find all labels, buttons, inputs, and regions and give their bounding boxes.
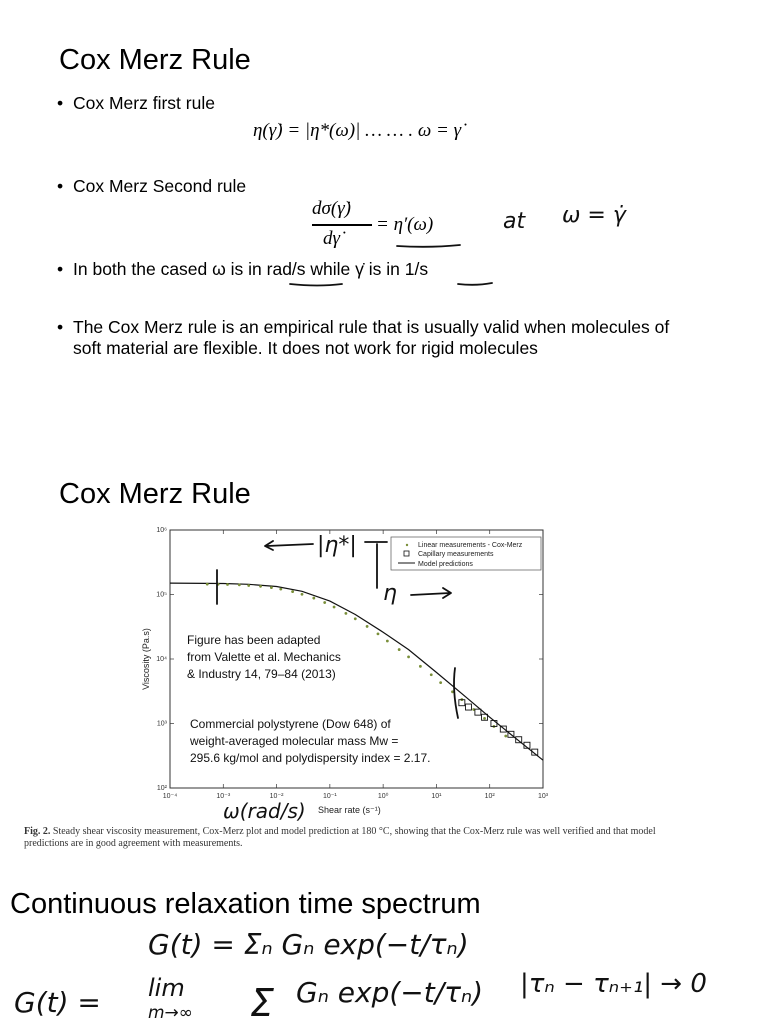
linear-measurement-point bbox=[386, 640, 389, 643]
bullet-first-rule: • Cox Merz first rule bbox=[57, 93, 215, 113]
linear-measurement-point bbox=[439, 681, 442, 684]
note-line: Commercial polystyrene (Dow 648) of bbox=[190, 717, 391, 731]
hand-lim: lim bbox=[148, 974, 185, 1002]
equation-first-rule: η(γ̇) = |η*(ω)| … … . ω = γ̇ bbox=[253, 120, 462, 141]
legend-label-model: Model predictions bbox=[418, 561, 473, 568]
figure-material-note bbox=[190, 716, 430, 767]
x-tick-label: 10⁻³ bbox=[216, 793, 231, 800]
y-tick-label: 10⁶ bbox=[156, 527, 167, 534]
slide3-title: Continuous relaxation time spectrum bbox=[10, 888, 481, 920]
hand-tick-shear bbox=[454, 668, 458, 718]
legend-label-capillary: Capillary measurements bbox=[418, 551, 494, 558]
hand-omega-units: ω(rad/s) bbox=[223, 799, 306, 823]
linear-measurement-point bbox=[301, 593, 304, 596]
figure-source-note bbox=[187, 632, 341, 683]
y-tick-label: 10³ bbox=[156, 720, 167, 728]
hand-omega-cond: ω = γ̇ bbox=[562, 203, 626, 228]
legend-label-linear: Linear measurements - Cox-Merz bbox=[418, 542, 523, 549]
y-axis-label: Viscosity (Pa.s) bbox=[141, 628, 151, 690]
linear-measurement-point bbox=[323, 601, 326, 604]
linear-measurement-point bbox=[333, 606, 336, 609]
equation-second-rule-numerator: dσ(γ̇) bbox=[312, 198, 352, 219]
linear-measurement-point bbox=[344, 612, 347, 615]
equation-second-rule-denominator: dγ̇ bbox=[323, 228, 340, 249]
underline-eta-prime bbox=[397, 245, 460, 247]
bullet-second-rule: • Cox Merz Second rule bbox=[57, 176, 247, 196]
legend-dot-marker bbox=[406, 544, 408, 546]
bullet-text: The Cox Merz rule is an empirical rule that is usually valid when molecules of soft material are flexible. It does not work for rigid molecules bbox=[73, 317, 670, 358]
linear-measurement-point bbox=[504, 735, 507, 738]
caption-text: Steady shear viscosity measurement, Cox-Merz plot and model prediction at 180 °C, showing that the Cox-Merz rule was well verified and that model predictions are in good agreement with measurements. bbox=[24, 826, 656, 849]
linear-measurement-point bbox=[279, 588, 282, 591]
hand-eq-continuous-rhs: Gₙ exp(−t/τₙ) bbox=[296, 976, 484, 1009]
linear-measurement-point bbox=[312, 597, 315, 600]
equation-second-rule-rhs: = η′(ω) bbox=[376, 214, 434, 235]
linear-measurement-point bbox=[259, 585, 262, 588]
linear-measurement-point bbox=[419, 665, 422, 668]
linear-measurement-point bbox=[206, 583, 209, 586]
x-tick-label: 10⁻¹ bbox=[322, 793, 337, 800]
linear-measurement-point bbox=[247, 584, 250, 587]
linear-measurement-point bbox=[398, 648, 401, 651]
hand-at: at bbox=[503, 209, 526, 234]
legend bbox=[391, 537, 541, 570]
hand-arrow-eta bbox=[411, 588, 451, 598]
x-axis-label: Shear rate (s⁻¹) bbox=[318, 805, 381, 815]
hand-eta-star: |η*| bbox=[317, 533, 357, 558]
slide2-title: Cox Merz Rule bbox=[59, 478, 251, 510]
figure-caption bbox=[24, 826, 674, 850]
capillary-measurement-point bbox=[475, 709, 481, 715]
linear-measurement-point bbox=[354, 617, 357, 620]
hand-condition: |τₙ − τₙ₊₁| → 0 bbox=[520, 969, 707, 999]
slide1-title: Cox Merz Rule bbox=[59, 44, 251, 76]
linear-measurement-point bbox=[377, 632, 380, 635]
capillary-measurement-point bbox=[466, 704, 472, 710]
hand-eq-discrete: G(t) = Σₙ Gₙ exp(−t/τₙ) bbox=[148, 928, 469, 961]
y-tick-label: 10⁴ bbox=[156, 656, 167, 663]
hand-lim-sub: m→∞ bbox=[148, 1003, 193, 1023]
slide1-handwriting bbox=[0, 0, 768, 300]
underline-rad-s bbox=[290, 284, 342, 286]
hand-eta: η bbox=[383, 581, 397, 606]
linear-measurement-point bbox=[407, 655, 410, 658]
x-tick-label: 10² bbox=[484, 793, 495, 800]
hand-eq-continuous-lhs: G(t) = bbox=[14, 986, 101, 1019]
x-tick-label: 10⁰ bbox=[377, 793, 389, 800]
note-line: weight-averaged molecular mass Mw = bbox=[190, 734, 399, 748]
slide3-handwriting bbox=[0, 914, 768, 1024]
x-tick-label: 10⁻⁴ bbox=[162, 793, 178, 800]
linear-measurement-point bbox=[226, 583, 229, 586]
caption-label: Fig. 2. bbox=[24, 826, 51, 837]
x-tick-label: 10⁻² bbox=[269, 793, 284, 800]
y-tick-label: 10⁵ bbox=[156, 591, 167, 599]
linear-measurement-point bbox=[238, 583, 241, 586]
linear-measurement-point bbox=[366, 625, 369, 628]
y-tick-label: 10² bbox=[156, 785, 167, 792]
linear-measurement-point bbox=[430, 673, 433, 676]
note-line: from Valette et al. Mechanics bbox=[187, 650, 341, 664]
bullet-text: Cox Merz Second rule bbox=[73, 176, 247, 196]
bullet-text: Cox Merz first rule bbox=[73, 93, 215, 113]
bullet-text: In both the cased ω is in rad/s while γ̇ is in 1/s bbox=[73, 259, 429, 279]
note-line: 295.6 kg/mol and polydispersity index = 2.17. bbox=[190, 751, 431, 765]
note-line: Figure has been adapted bbox=[187, 633, 321, 647]
x-tick-label: 10³ bbox=[537, 793, 549, 800]
bullet-units: • In both the cased ω is in rad/s while γ̇ is in 1/s bbox=[57, 259, 429, 279]
linear-measurement-point bbox=[291, 590, 294, 593]
linear-measurement-point bbox=[483, 717, 486, 720]
bullet-empirical-rule: • The Cox Merz rule is an empirical rule that is usually valid when molecules of soft material are flexible. It does not work for rigid molecules bbox=[57, 317, 670, 358]
hand-sigma: Σ bbox=[250, 981, 275, 1024]
note-line: & Industry 14, 79–84 (2013) bbox=[187, 667, 336, 681]
x-tick-label: 10¹ bbox=[431, 793, 442, 800]
linear-measurement-point bbox=[270, 586, 273, 589]
underline-1-s bbox=[458, 283, 492, 285]
